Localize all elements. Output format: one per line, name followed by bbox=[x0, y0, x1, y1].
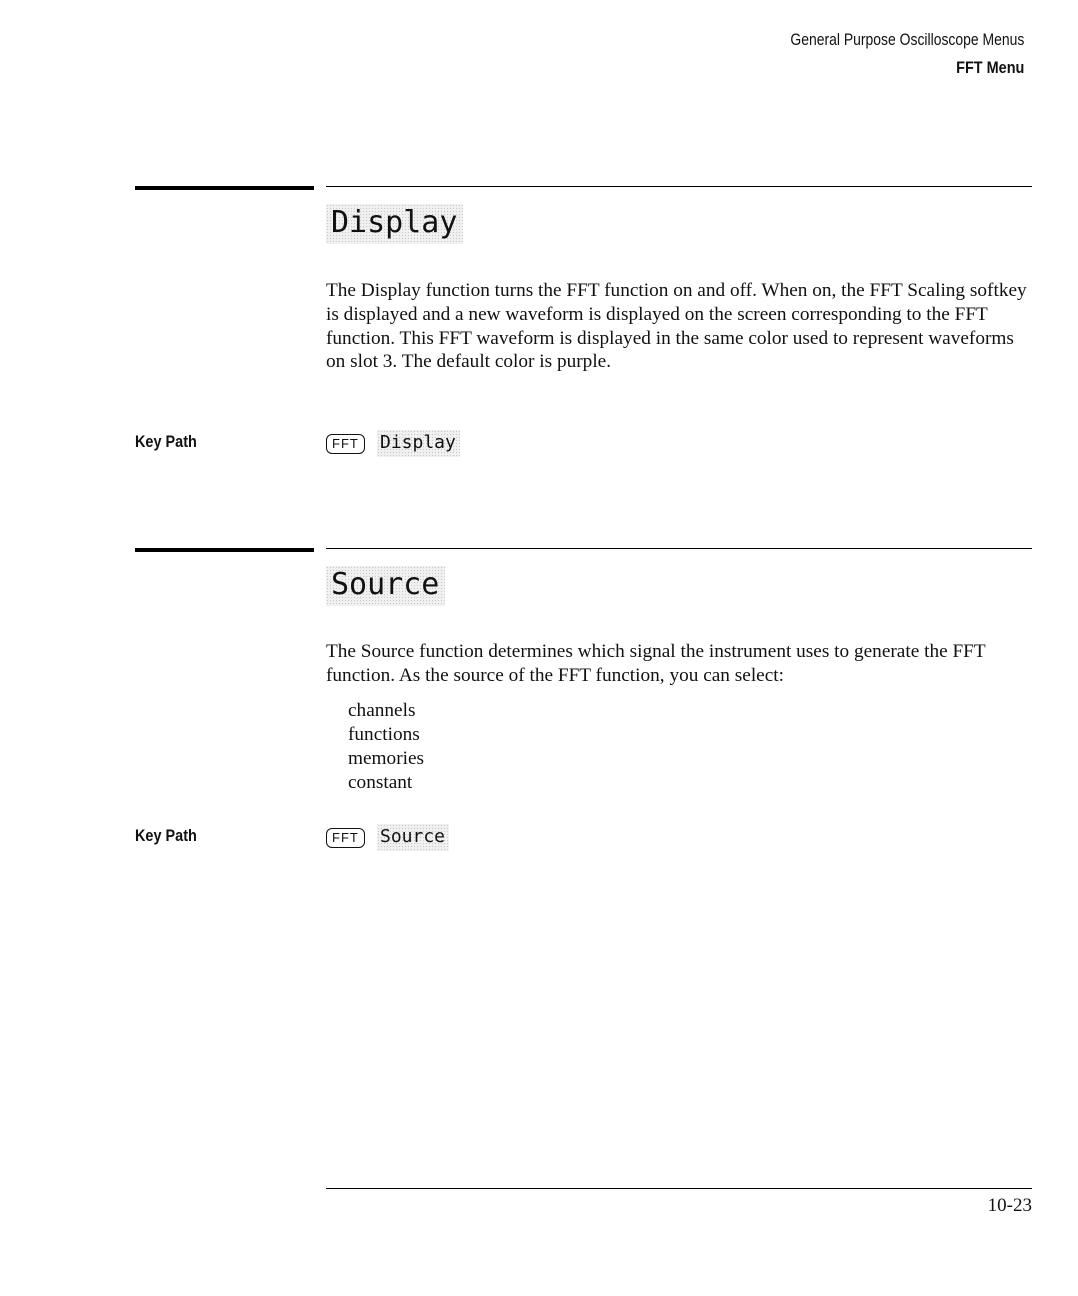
section-title-softkey: Source bbox=[326, 566, 445, 606]
list-item: channels bbox=[348, 700, 416, 721]
list-item: constant bbox=[348, 772, 413, 793]
section-rule-thick bbox=[135, 548, 314, 552]
section-paragraph: The Display function turns the FFT function on and off. When on, the FFT Scaling softkey is displayed and a new waveform is displayed on the screen corresponding to the FFT function. This FFT waveform is displayed in the same color used to represent waveforms on slot 3. The default color is purple. bbox=[326, 280, 1027, 373]
fft-hardkey: FFT bbox=[326, 828, 365, 848]
menu-title: FFT Menu bbox=[955, 58, 1024, 77]
section-paragraph: The Source function determines which signal the instrument uses to generate the FFT function. As the source of the FFT function, you can select: bbox=[326, 641, 986, 686]
source-options-list bbox=[348, 699, 424, 795]
section-rule-thin bbox=[326, 186, 1032, 187]
fft-hardkey: FFT bbox=[326, 434, 365, 454]
source-softkey: Source bbox=[377, 824, 449, 851]
list-item: memories bbox=[348, 748, 425, 769]
list-item: functions bbox=[348, 724, 420, 745]
chapter-title: General Purpose Oscilloscope Menus bbox=[789, 30, 1024, 49]
section-rule-thin bbox=[326, 548, 1032, 549]
running-head bbox=[739, 30, 1024, 78]
section-rule-thick bbox=[135, 186, 314, 190]
section-title-softkey: Display bbox=[326, 204, 463, 244]
page-number: 10-23 bbox=[987, 1195, 1032, 1216]
key-path-label: Key Path bbox=[135, 826, 197, 845]
key-path-label: Key Path bbox=[135, 432, 197, 451]
display-softkey: Display bbox=[377, 430, 460, 457]
footer-rule bbox=[326, 1188, 1032, 1189]
